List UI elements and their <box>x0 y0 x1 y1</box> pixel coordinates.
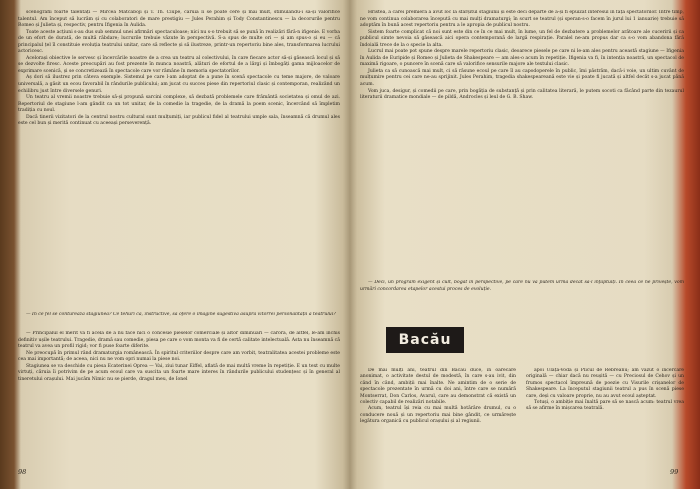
paragraph: scenografii foarte talentați — Mircea Matcaboji și T. Th. Ciupe, căruia li se poate cere și mai mult, stimulându-i să-și valorifice talentul. Am început să lucrăm și cu colaboratori de mare prestigiu — Jules Perahim și Tody Constantinescu — la decorurile pentru Romeo și Julieta și, respectiv, pentru Ifigenia în Aulida. <box>18 10 340 29</box>
interview-question: — În ce fel se conturează stagiunea? Ce tehuri ca, instructive, să ofere o imagine sugestivă asupra vitorrei personalității a teatrului? <box>26 312 336 317</box>
paragraph: Ne preocupă în primul rând dramaturgia românească. În spiritul criteriilor despre care am vorbit, teatralitatea acestei probleme este cea mai importantă; de aceea, nici nu ne vom opri numai la piese noi. <box>18 350 340 363</box>
right-column-1 <box>360 368 516 464</box>
paragraph: Vom juca, desigur, și comedii pe care, prin bogăția de substanță și prin calitatea literară, le putem socoti ca făcând parte din tezaurul literaturii dramatice mondiale — de pildă, Androcles și leul de G. B. Shaw. <box>360 88 684 101</box>
section-title: Bacău <box>398 332 452 348</box>
paragraph: Un teatru al vremii noastre trebuie să-și propună sarcini complexe, să dezbată problemele care frământă societatea și omul de azi. Repertoriul de stagiune l-am gândit ca un tot unitar, de la comedie la tragedie, de la dramă la poem scenic, încercând să împletim tradiția cu noul. <box>18 95 340 114</box>
paragraph: Totuși, o ambiție mai înaltă pare să se nască acum: teatrul vrea să se afirme în mișcarea teatrală. <box>526 400 684 412</box>
right-column-2 <box>526 368 684 464</box>
paragraph: Toate aceste acțiuni s-au dus sub semnul unei afirmări spectaculoase; nici nu s-o trebuit să se pună în realizări fără-n ifigenie. E vorba de un efort de durată, de multă răbdare; lucrurile trebuie văzute în perspectivă. S-a spus de multe ori — și am spus-o și eu — că principalul țel îl constituie evoluția teatrului unitar, care să reflecte și să ilustreze, printr-un repertoriu bine ales, transformarea lucrului actoricesc. <box>18 29 340 55</box>
paragraph: De mai mulți ani, teatrul din Bacău duce, în oarecare anonimat, o activitate destul de modestă, în care s-au ivit, din când în când, ambiții mai înalte. Ne amintim de o serie de spectacole prezentate în urmă cu doi ani, între care se numără Montserrat, Don Carlos, Avarul, care au demonstrat că există un colectiv capabil de realizări notabile. <box>360 368 516 406</box>
section-title-banner <box>386 327 464 353</box>
closing-quote: — Deci, un program exigent și cult, bogat în perspective, pe care nu vă putem urma decât să-l înfăptuiți. În ceea ce ne privește, vom urmări concordarea etapelor acestui proces de evoluție. <box>360 280 684 292</box>
right-top-text <box>360 10 684 274</box>
paragraph: Acum, teatrul își reia cu mai multă hotărâre drumul, cu o conducere nouă și un repertoriu mai bine gândit, ce urmărește legătura organică cu publicul orașului și al regiunii. <box>360 406 516 425</box>
left-top-text <box>18 10 340 306</box>
paragraph: Hristea, a cărei premieră a avut loc la sfârșitul stagiunii și este deci departe de a-și fi epuizat interesul în fața spectatorilor. Între timp, ne vom continua colaborarea începută cu mai mulți dramaturgi; în scurt se teatrul (și speran-s-o facem în jurul lui 1 ianuarie) trebuie să adoptăm în bună acest repertoriu pentru a le apropia de publicul nostru. <box>360 10 684 29</box>
paragraph: Stagiunea se va deschide cu piesa Ecaterinei Oprea — Vai, ziui tunar Eiffel, aflată de mai multă vreme în repetiție. E un text cu multe virtuți, căruia îi potrivim de pe acum ecoul care va suscita un foarte mare interes în rândurile publicului studențesc și în general al tineretului orașului. Mai jucăm Nimic nu se pierde, dragul meu, de Ionel <box>18 363 340 382</box>
left-answer-text <box>18 331 340 461</box>
paragraph: Aș dori să ilustrez prin câteva exemple. Sistemul pe care l-am adoptat de a pune în scenă spectacole cu teme majore, de valoare universală, a găsit un ecou favorabil în rândurile publicului; am jucat cu succes piese din repertoriul clasic și contemporan, realizând un echilibru just între diversele genuri. <box>18 75 340 94</box>
paragraph: Acelorași obiective le servesc și încercările noastre de a crea un teatru al colectivului, în care fiecare actor să-și găsească locul și să se dezvolte firesc. Aceste preocupări au fost prezente în munca noastră, alături de efortul de a lărgi și îmbogăți gama mijloacelor de exprimare scenică, și se concretizează în spectacole care vor rămâne în memoria spectatorilor. <box>18 55 340 74</box>
paragraph: Sistem foarte complicat că noi sunt este din ce în ce mai mult, în lume, un fel de dezbatere a problemelor arătoare ale cuceririi și ca publicul simte nevoia să găsească aici opera contemporană de largă respirație. Paralel ne-am propus dar ca s-o vom abandona fără îndoială trece de la o specie la alta. <box>360 29 684 48</box>
paragraph: — Principalul el merit va fi acela de a nu face nici o concesie pieselor comerciale și altor diminuări — cărora, de altfel, le-am închis definitiv ușile teatrului. Tragedie, dramă sau comedie, piesa pe care o vom monta va fi de certă calitate intelectuală. Asta nu înseamnă că teatrul va avea un profil rigid; vor fi puse foarte diferite. <box>18 331 340 350</box>
page-number-right: 99 <box>670 468 679 476</box>
paragraph: Julieta ca să cunoască mai mult, ci să răsune ecoul pe care îl au capodoperele în public, îmi păstrăm, dacă-i voie, un ultim cuvânt de mulțumire pentru cei care ne-au sprijinit. Jules Perahim, tragedia shakespeareană este vie și poate fi jucată și altfel decât s-a jucat până acum. <box>360 68 684 88</box>
paragraph: apoi Ulața-Vodă și Plicul de Rebreanu; am văzut o încercare originală — chiar dacă nu reușită — cu Preciosul de Cehov și un frumos spectacol împreună de poezie cu Visurile crișanelor de Shakespeare. La începutul stagiunii teatrul a pus în scenă piese care, deși cu valoare proprie, nu au avut ecoul așteptat. <box>526 368 684 399</box>
right-page <box>356 0 688 489</box>
paragraph: Lucrul mai poate pot spune despre marele repertoriu clasic, deoarece piesele pe care ni le-am ales pentru această stagiune — Ifigenia în Aulida de Euripide și Romeo și Julieta de Shakespeare — am ales-o acum în repetiție. Ifigenia va fi, în intenția noastră, un spectacol de maximă rigoare, o puncere în scenă care să valorifice sensurile majore ale textului clasic. <box>360 49 684 68</box>
page-number-left: 98 <box>18 468 27 476</box>
paragraph: Dacă tinerii vizitatori de la centrul nostru cultural sunt mulțumiți, iar publicul fidel al teatrului umple sala, înseamnă că drumul ales este cel bun și merită continuat cu aceeași perseverență. <box>18 114 340 127</box>
left-page <box>12 0 345 489</box>
